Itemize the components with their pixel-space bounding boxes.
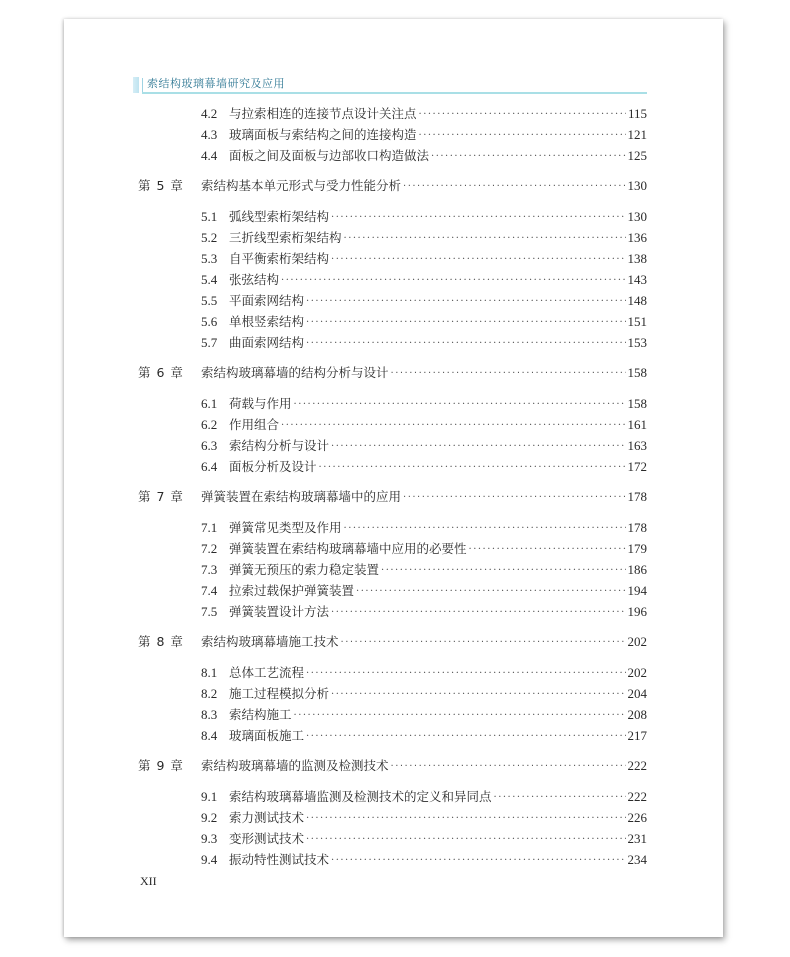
toc-entry-chapter-8[interactable] [138, 633, 647, 651]
section-number: 4.2 [201, 106, 218, 121]
page-number: 148 [627, 293, 647, 308]
leader-dots [391, 365, 626, 383]
section-number: 8.2 [201, 686, 218, 701]
section-number: 7.1 [201, 520, 218, 535]
section-title: 荷载与作用 [229, 396, 292, 411]
toc-entry-section[interactable] [201, 147, 647, 165]
section-number: 5.2 [201, 230, 218, 245]
section-number: 9.4 [201, 852, 218, 867]
section-number: 6.3 [201, 438, 218, 453]
toc-entry-section[interactable] [201, 126, 647, 144]
section-title: 作用组合 [229, 417, 280, 432]
page-number: 217 [627, 728, 647, 743]
section-title: 与拉索相连的连接节点设计关注点 [229, 106, 417, 121]
toc-entry-section[interactable] [201, 851, 647, 869]
section-title: 自平衡索桁架结构 [229, 251, 330, 266]
leader-dots [331, 251, 625, 269]
leader-dots [341, 634, 626, 652]
page-number: 143 [627, 272, 647, 287]
page-number: 130 [627, 209, 647, 224]
toc-entry-section[interactable] [201, 830, 647, 848]
toc-entry-section[interactable] [201, 395, 647, 413]
section-title: 曲面索网结构 [229, 335, 305, 350]
leader-dots [306, 314, 625, 332]
leader-dots [494, 789, 626, 807]
section-number: 6.1 [201, 396, 218, 411]
leader-dots [344, 520, 626, 538]
page-number: 163 [627, 438, 647, 453]
leader-dots [403, 178, 625, 196]
section-number: 5.3 [201, 251, 218, 266]
section-title: 变形测试技术 [229, 831, 305, 846]
chapter-title: 索结构基本单元形式与受力性能分析 [201, 178, 402, 193]
section-number: 5.6 [201, 314, 218, 329]
leader-dots [294, 707, 626, 725]
section-number: 8.1 [201, 665, 218, 680]
book-title: 索结构玻璃幕墙研究及应用 [147, 77, 285, 90]
leader-dots [403, 489, 625, 507]
section-title: 弹簧常见类型及作用 [229, 520, 342, 535]
section-number: 8.3 [201, 707, 218, 722]
toc-entry-section[interactable] [201, 313, 647, 331]
leader-dots [306, 728, 625, 746]
toc-entry-section[interactable] [201, 788, 647, 806]
section-number: 7.2 [201, 541, 218, 556]
page-number: 158 [627, 396, 647, 411]
section-title: 单根竖索结构 [229, 314, 305, 329]
section-number: 4.3 [201, 127, 218, 142]
page-number: 151 [627, 314, 647, 329]
section-title: 总体工艺流程 [229, 665, 305, 680]
section-title: 施工过程模拟分析 [229, 686, 330, 701]
toc-entry-section[interactable] [201, 437, 647, 455]
leader-dots [331, 852, 625, 870]
chapter-number: 第 7 章 [138, 489, 184, 504]
section-title: 弧线型索桁架结构 [229, 209, 330, 224]
section-title: 面板之间及面板与边部收口构造做法 [229, 148, 430, 163]
section-title: 索结构玻璃幕墙监测及检测技术的定义和异同点 [229, 789, 492, 804]
leader-dots [306, 335, 625, 353]
section-number: 9.2 [201, 810, 218, 825]
section-number: 7.4 [201, 583, 218, 598]
leader-dots [331, 604, 625, 622]
chapter-title: 索结构玻璃幕墙的监测及检测技术 [201, 758, 389, 773]
page-number: 231 [627, 831, 647, 846]
page-number: 208 [627, 707, 647, 722]
section-title: 张弦结构 [229, 272, 280, 287]
section-title: 平面索网结构 [229, 293, 305, 308]
leader-dots [331, 686, 625, 704]
section-title: 索结构施工 [229, 707, 292, 722]
page-number: 226 [627, 810, 647, 825]
leader-dots [306, 293, 625, 311]
page-number: 172 [627, 459, 647, 474]
leader-dots [344, 230, 626, 248]
toc-entry-section[interactable] [201, 271, 647, 289]
page-number: 153 [627, 335, 647, 350]
leader-dots [469, 541, 626, 559]
section-number: 6.2 [201, 417, 218, 432]
section-number: 5.1 [201, 209, 218, 224]
toc-entry-section[interactable] [201, 561, 647, 579]
page-number: 234 [627, 852, 647, 867]
header-rule [142, 92, 647, 94]
leader-dots [306, 665, 625, 683]
leader-dots [306, 810, 625, 828]
page-number: 186 [627, 562, 647, 577]
toc-entry-section[interactable] [201, 727, 647, 745]
section-title: 玻璃面板施工 [229, 728, 305, 743]
toc-entry-chapter-9[interactable] [138, 757, 647, 775]
section-number: 6.4 [201, 459, 218, 474]
leader-dots [356, 583, 625, 601]
leader-dots [306, 831, 625, 849]
chapter-number: 第 9 章 [138, 758, 184, 773]
chapter-number: 第 5 章 [138, 178, 184, 193]
chapter-number: 第 6 章 [138, 365, 184, 380]
section-title: 三折线型索桁架结构 [229, 230, 342, 245]
section-title: 弹簧无预压的索力稳定装置 [229, 562, 380, 577]
toc-entry-section[interactable] [201, 603, 647, 621]
header-divider [142, 78, 143, 93]
section-number: 9.3 [201, 831, 218, 846]
section-number: 5.7 [201, 335, 218, 350]
chapter-number: 第 8 章 [138, 634, 184, 649]
toc-entry-section[interactable] [201, 519, 647, 537]
toc-entry-section[interactable] [201, 208, 647, 226]
leader-dots [319, 459, 626, 477]
page-number: 121 [627, 127, 647, 142]
toc-entry-section[interactable] [201, 416, 647, 434]
chapter-title: 弹簧装置在索结构玻璃幕墙中的应用 [201, 489, 402, 504]
toc-entry-section[interactable] [201, 250, 647, 268]
leader-dots [431, 148, 625, 166]
section-number: 7.3 [201, 562, 218, 577]
leader-dots [331, 209, 625, 227]
leader-dots [419, 106, 626, 124]
section-title: 弹簧装置设计方法 [229, 604, 330, 619]
page-number: 161 [627, 417, 647, 432]
page-number: 202 [627, 634, 647, 649]
leader-dots [294, 396, 626, 414]
page-number: 204 [627, 686, 647, 701]
header-accent-bar [133, 77, 139, 93]
leader-dots [281, 417, 625, 435]
page-number: 178 [627, 489, 647, 504]
leader-dots [391, 758, 626, 776]
chapter-title: 索结构玻璃幕墙的结构分析与设计 [201, 365, 389, 380]
toc-entry-chapter-7[interactable] [138, 488, 647, 506]
page-number: 222 [627, 758, 647, 773]
page-number: 222 [627, 789, 647, 804]
section-number: 5.5 [201, 293, 218, 308]
toc-entry-section[interactable] [201, 229, 647, 247]
toc-entry-section[interactable] [201, 706, 647, 724]
section-title: 索力测试技术 [229, 810, 305, 825]
running-header [133, 76, 647, 94]
section-number: 8.4 [201, 728, 218, 743]
section-number: 9.1 [201, 789, 218, 804]
page-number: 196 [627, 604, 647, 619]
page-number: 115 [627, 106, 647, 121]
page-number: 136 [627, 230, 647, 245]
section-title: 振动特性测试技术 [229, 852, 330, 867]
toc-entry-section[interactable] [201, 809, 647, 827]
toc-entry-chapter-5[interactable] [138, 177, 647, 195]
toc-entry-section[interactable] [201, 664, 647, 682]
section-title: 弹簧装置在索结构玻璃幕墙中应用的必要性 [229, 541, 467, 556]
toc-entry-section[interactable] [201, 685, 647, 703]
section-title: 面板分析及设计 [229, 459, 317, 474]
leader-dots [331, 438, 625, 456]
toc-entry-chapter-6[interactable] [138, 364, 647, 382]
toc-entry-section[interactable] [201, 105, 647, 123]
toc-entry-section[interactable] [201, 458, 647, 476]
page-number: 125 [627, 148, 647, 163]
page-number: 202 [627, 665, 647, 680]
page-number: 194 [627, 583, 647, 598]
section-title: 玻璃面板与索结构之间的连接构造 [229, 127, 417, 142]
page-number: 130 [627, 178, 647, 193]
section-number: 5.4 [201, 272, 218, 287]
page-number: 138 [627, 251, 647, 266]
leader-dots [419, 127, 626, 145]
leader-dots [281, 272, 625, 290]
section-title: 拉索过载保护弹簧装置 [229, 583, 355, 598]
toc-entry-section[interactable] [201, 334, 647, 352]
page-folio: XII [140, 874, 157, 888]
leader-dots [381, 562, 625, 580]
toc-entry-section[interactable] [201, 540, 647, 558]
section-number: 4.4 [201, 148, 218, 163]
chapter-title: 索结构玻璃幕墙施工技术 [201, 634, 339, 649]
section-number: 7.5 [201, 604, 218, 619]
page-number: 178 [627, 520, 647, 535]
section-title: 索结构分析与设计 [229, 438, 330, 453]
page-number: 179 [627, 541, 647, 556]
toc-entry-section[interactable] [201, 292, 647, 310]
page-number: 158 [627, 365, 647, 380]
toc-entry-section[interactable] [201, 582, 647, 600]
